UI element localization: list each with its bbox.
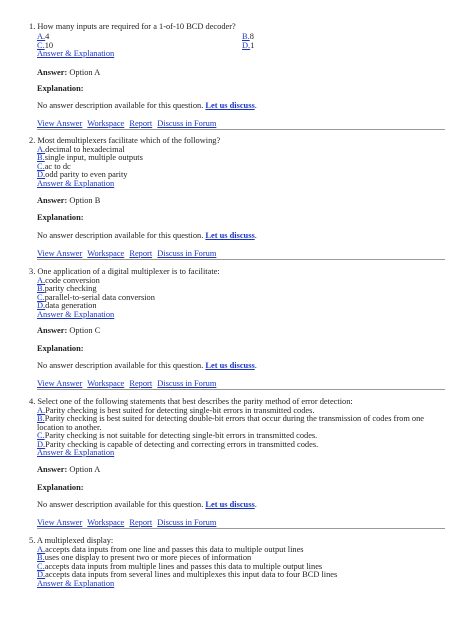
report-link[interactable]: Report <box>129 249 153 258</box>
explanation-text: No answer description available for this question. Let us discuss. <box>37 101 257 110</box>
question-text <box>29 536 113 545</box>
option-b-link[interactable]: B. <box>242 32 250 41</box>
answer-value: Option B <box>69 196 101 205</box>
no-description-text: No answer description available for this question. <box>37 500 204 509</box>
view-answer-link[interactable]: View Answer <box>37 379 83 388</box>
option-c-text: Parity checking is not suitable for detecting single-bit errors in transmitted codes. <box>44 431 318 440</box>
option-a-text: decimal to hexadecimal <box>45 145 125 154</box>
divider <box>37 389 445 390</box>
answer-value: Option A <box>69 68 101 77</box>
explanation-label: Explanation: <box>37 213 84 222</box>
option-d-text: odd parity to even parity <box>45 170 128 179</box>
answer-explanation-link[interactable]: Answer & Explanation <box>37 179 115 188</box>
discuss-in-forum-link[interactable]: Discuss in Forum <box>157 379 217 388</box>
option-c-link[interactable]: C. <box>37 431 45 440</box>
workspace-link[interactable]: Workspace <box>87 518 125 527</box>
option-a-text: Parity checking is best suited for detecting single-bit errors in transmitted codes. <box>45 406 315 415</box>
option-b <box>37 553 251 562</box>
view-answer-link[interactable]: View Answer <box>37 249 83 258</box>
question-text <box>29 397 353 406</box>
view-answer-link[interactable]: View Answer <box>37 518 83 527</box>
option-c <box>37 431 317 440</box>
no-description-text: No answer description available for this question. <box>37 101 204 110</box>
option-b <box>37 153 143 162</box>
explanation-label: Explanation: <box>37 84 84 93</box>
option-a-text: code conversion <box>45 276 100 285</box>
option-a-link[interactable]: A. <box>37 276 46 285</box>
question-footer <box>37 379 219 388</box>
option-a-link[interactable]: A. <box>37 406 46 415</box>
question-footer <box>37 518 219 527</box>
answer-explanation-link[interactable]: Answer & Explanation <box>37 579 115 588</box>
discuss-link[interactable]: Let us discuss <box>205 361 255 370</box>
option-c-text: accepts data inputs from multiple lines and passes this data to multiple output lines <box>44 562 323 571</box>
answer-label: Answer: <box>37 196 68 205</box>
option-a-link[interactable]: A. <box>37 32 46 41</box>
option-a-link[interactable]: A. <box>37 145 46 154</box>
divider <box>37 259 445 260</box>
option-b <box>242 32 254 41</box>
option-d-text: 1 <box>250 41 255 50</box>
report-link[interactable]: Report <box>129 518 153 527</box>
option-c-text: ac to dc <box>44 162 71 171</box>
option-b-text: single input, multiple outputs <box>44 153 143 162</box>
answer-line <box>37 465 100 474</box>
explanation-label: Explanation: <box>37 483 84 492</box>
option-d <box>37 170 128 179</box>
discuss-link[interactable]: Let us discuss <box>205 500 255 509</box>
option-b-text: uses one display to present two or more pieces of information <box>44 553 252 562</box>
option-d <box>37 301 97 310</box>
discuss-in-forum-link[interactable]: Discuss in Forum <box>157 518 217 527</box>
option-b <box>37 414 437 432</box>
option-a <box>37 32 49 41</box>
answer-line <box>37 68 100 77</box>
explanation-text: No answer description available for this question. Let us discuss. <box>37 500 257 509</box>
option-c-link[interactable]: C. <box>37 562 45 571</box>
question-number: 5. <box>29 536 36 545</box>
option-b-link[interactable]: B. <box>37 153 45 162</box>
answer-explanation-link[interactable]: Answer & Explanation <box>37 448 115 457</box>
option-a-link[interactable]: A. <box>37 545 46 554</box>
discuss-link[interactable]: Let us discuss <box>205 231 255 240</box>
view-answer-link[interactable]: View Answer <box>37 119 83 128</box>
option-b-text: Parity checking is best suited for detecting double-bit errors that occur during the transmission of codes from one location to another. <box>37 414 425 432</box>
no-description-text: No answer description available for this question. <box>37 361 204 370</box>
report-link[interactable]: Report <box>129 119 153 128</box>
answer-line <box>37 196 100 205</box>
option-c-link[interactable]: C. <box>37 162 45 171</box>
option-d-text: Parity checking is capable of detecting and correcting errors in transmitted codes. <box>45 440 319 449</box>
question-text <box>29 136 220 145</box>
no-description-text: No answer description available for this question. <box>37 231 204 240</box>
question-prompt: One application of a digital multiplexer is to facilitate: <box>37 267 220 276</box>
report-link[interactable]: Report <box>129 379 153 388</box>
answer-explanation-link[interactable]: Answer & Explanation <box>37 310 115 319</box>
option-b-text: 8 <box>249 32 254 41</box>
option-c-link[interactable]: C. <box>37 41 45 50</box>
option-a-text: accepts data inputs from one line and passes this data to multiple output lines <box>45 545 304 554</box>
answer-label: Answer: <box>37 68 68 77</box>
question-number: 2. <box>29 136 36 145</box>
question-prompt: How many inputs are required for a 1-of-10 BCD decoder? <box>37 22 236 31</box>
discuss-in-forum-link[interactable]: Discuss in Forum <box>157 119 217 128</box>
question-prompt: Most demultiplexers facilitate which of the following? <box>37 136 221 145</box>
question-number: 3. <box>29 267 36 276</box>
answer-label: Answer: <box>37 326 68 335</box>
option-b-text: parity checking <box>44 284 97 293</box>
answer-label: Answer: <box>37 465 68 474</box>
question-footer <box>37 119 219 128</box>
explanation-text: No answer description available for this question. Let us discuss. <box>37 231 257 240</box>
question-number: 1. <box>29 22 36 31</box>
answer-line <box>37 326 100 335</box>
option-d <box>37 570 337 579</box>
divider <box>37 129 445 130</box>
discuss-link[interactable]: Let us discuss <box>205 101 255 110</box>
option-a-text: 4 <box>45 32 50 41</box>
divider <box>37 528 445 529</box>
option-c-text: 10 <box>44 41 54 50</box>
option-d <box>242 41 254 50</box>
answer-explanation-link[interactable]: Answer & Explanation <box>37 49 115 58</box>
option-d-link[interactable]: D. <box>37 170 46 179</box>
option-d-link[interactable]: D. <box>242 41 251 50</box>
question-prompt: Select one of the following statements that best describes the parity method of error detection: <box>37 397 353 406</box>
explanation-label: Explanation: <box>37 344 84 353</box>
question-prompt: A multiplexed display: <box>36 536 114 545</box>
discuss-in-forum-link[interactable]: Discuss in Forum <box>157 249 217 258</box>
option-d-text: data generation <box>45 301 97 310</box>
question-footer <box>37 249 219 258</box>
question-number: 4. <box>29 397 36 406</box>
option-b-link[interactable]: B. <box>37 414 45 423</box>
answer-value: Option C <box>69 326 101 335</box>
option-d-text: accepts data inputs from several lines and multiplexes this input data to four BCD lines <box>45 570 338 579</box>
answer-value: Option A <box>69 465 101 474</box>
option-b-link[interactable]: B. <box>37 284 45 293</box>
option-d-link[interactable]: D. <box>37 570 46 579</box>
explanation-text: No answer description available for this question. Let us discuss. <box>37 361 257 370</box>
workspace-link[interactable]: Workspace <box>87 249 125 258</box>
option-c-text: parallel-to-serial data conversion <box>44 293 155 302</box>
option-b-link[interactable]: B. <box>37 553 45 562</box>
workspace-link[interactable]: Workspace <box>87 379 125 388</box>
option-d-link[interactable]: D. <box>37 440 46 449</box>
option-b <box>37 284 97 293</box>
option-d-link[interactable]: D. <box>37 301 46 310</box>
question-text <box>29 22 236 31</box>
question-text <box>29 267 220 276</box>
option-c-link[interactable]: C. <box>37 293 45 302</box>
workspace-link[interactable]: Workspace <box>87 119 125 128</box>
